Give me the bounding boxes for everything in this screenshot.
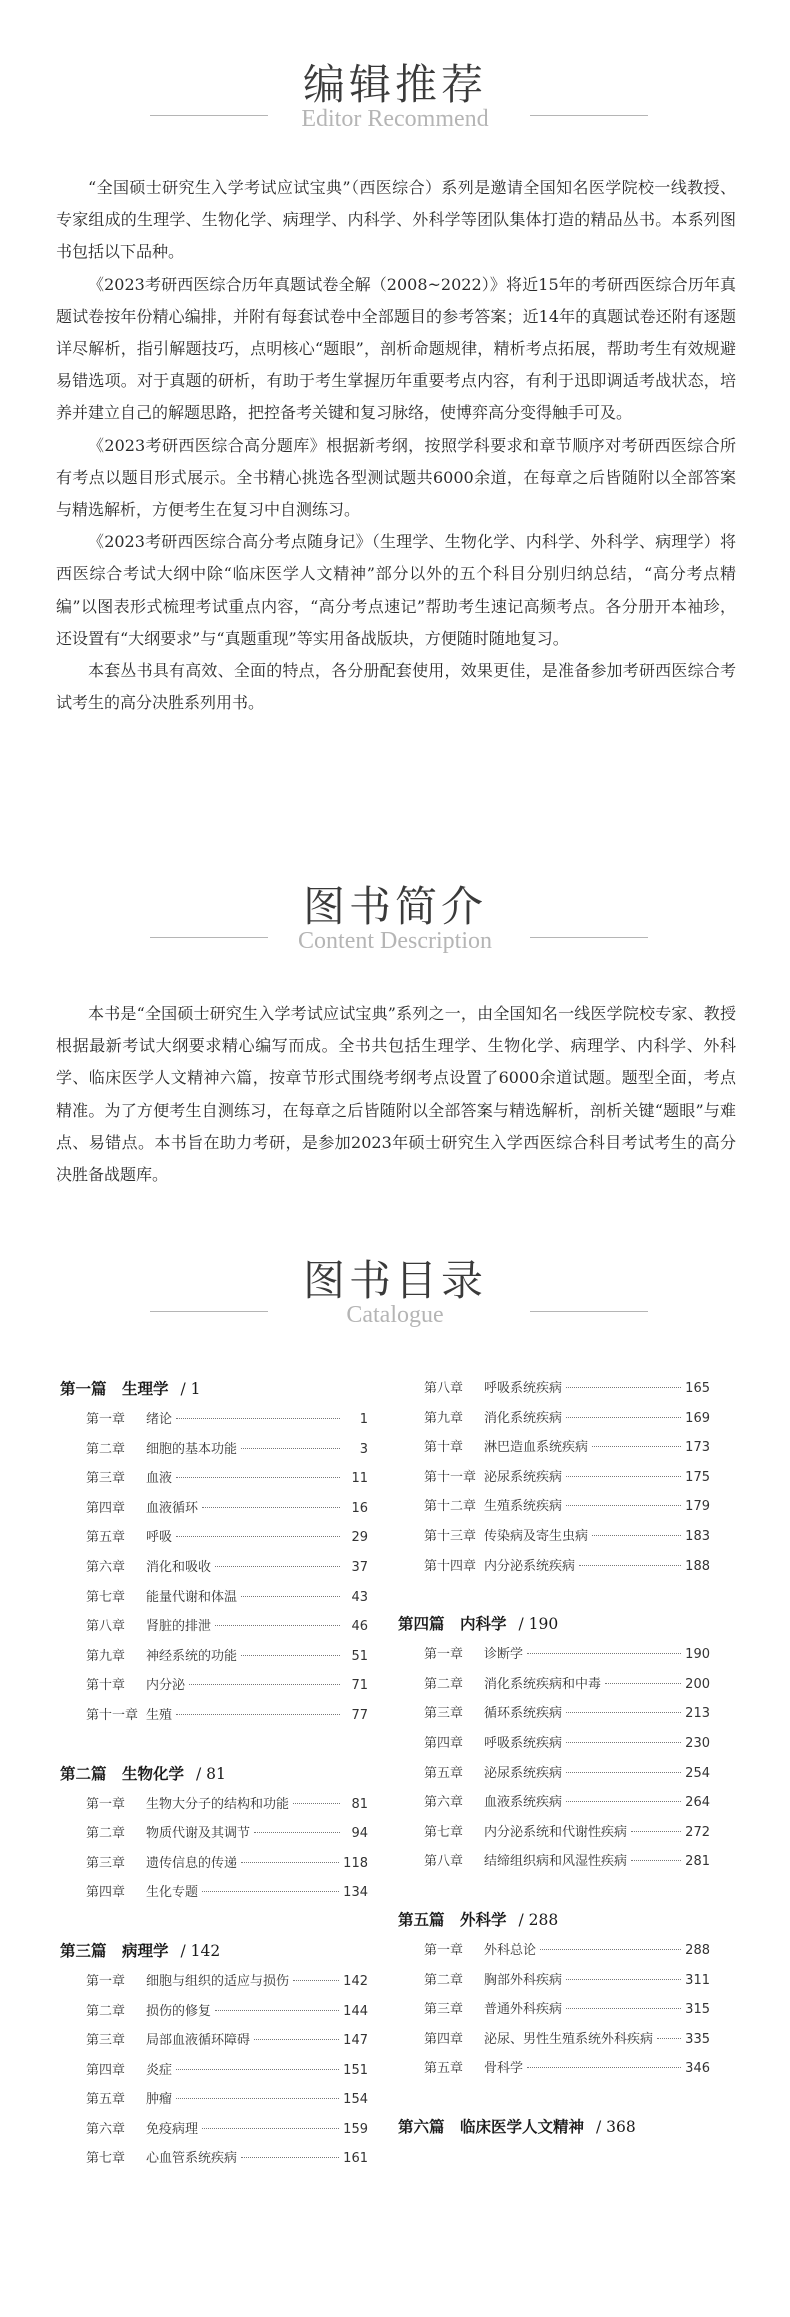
dot-leader: [241, 1862, 339, 1863]
toc-entry: [398, 2054, 710, 2084]
page-number: 200: [685, 1676, 710, 1692]
toc-entry: [60, 1997, 368, 2027]
dot-leader: [254, 2039, 339, 2040]
dot-leader: [527, 2067, 681, 2068]
chapter-number: 第八章: [86, 1619, 126, 1635]
page-number: 46: [351, 1619, 368, 1635]
page-number: 288: [685, 1942, 710, 1958]
chapter-number: 第一章: [86, 1796, 126, 1812]
toc-entry: [398, 1788, 710, 1818]
divider-left: [150, 937, 268, 938]
page-number: 71: [351, 1678, 368, 1694]
chapter-title: 血液循环: [146, 1500, 199, 1516]
page-number: 134: [343, 1885, 368, 1901]
dot-leader: [293, 1980, 339, 1981]
chapter-number: 第七章: [86, 1589, 126, 1605]
chapter-title: 局部血液循环障碍: [146, 2033, 251, 2049]
divider-right: [530, 1311, 648, 1312]
dot-leader: [189, 1684, 340, 1685]
part-page: / 1: [180, 1380, 201, 1398]
chapter-title: 炎症: [146, 2062, 173, 2078]
dot-leader: [254, 1832, 340, 1833]
chapter-number: 第一章: [86, 1973, 126, 1989]
part-title: 第四篇 内科学: [398, 1614, 507, 1634]
toc-part-heading: [398, 1905, 710, 1934]
chapter-title: 泌尿系统疾病: [484, 1469, 563, 1485]
toc-entry: [398, 1670, 710, 1700]
page-number: 264: [685, 1795, 710, 1811]
chapter-number: 第一章: [424, 1942, 464, 1958]
chapter-title: 普通外科疾病: [484, 2002, 563, 2018]
dot-leader: [176, 1477, 340, 1478]
chapter-number: 第五章: [424, 2061, 464, 2077]
dot-leader: [592, 1446, 681, 1447]
dot-leader: [566, 1387, 681, 1388]
dot-leader: [215, 2010, 339, 2011]
toc-entry: [398, 1463, 710, 1493]
toc-left-column: [60, 1374, 368, 2174]
dot-leader: [579, 1565, 681, 1566]
page-number: 346: [685, 2061, 710, 2077]
editor-header: [0, 60, 790, 132]
content-subtitle: Content Description: [298, 928, 492, 954]
page-number: 118: [343, 1855, 368, 1871]
part-title: 第二篇 生物化学: [60, 1763, 185, 1783]
dot-leader: [527, 1653, 681, 1654]
dot-leader: [176, 2069, 339, 2070]
dot-leader: [176, 1714, 340, 1715]
content-header: [0, 882, 790, 954]
chapter-number: 第十章: [424, 1440, 464, 1456]
chapter-title: 泌尿系统疾病: [484, 1765, 563, 1781]
chapter-title: 细胞的基本功能: [146, 1441, 238, 1457]
chapter-title: 消化系统疾病和中毒: [484, 1676, 602, 1692]
divider-right: [530, 937, 648, 938]
chapter-title: 物质代谢及其调节: [146, 1826, 251, 1842]
page-number: 43: [351, 1589, 368, 1605]
part-page: / 288: [518, 1910, 559, 1929]
chapter-title: 损伤的修复: [146, 2003, 212, 2019]
chapter-number: 第八章: [424, 1381, 464, 1396]
page-number: 144: [343, 2003, 368, 2019]
page-number: 311: [685, 1972, 710, 1988]
toc-entry: [60, 1701, 368, 1731]
chapter-title: 泌尿、男性生殖系统外科疾病: [484, 2031, 654, 2047]
dot-leader: [241, 2157, 339, 2158]
dot-leader: [215, 1566, 340, 1567]
chapter-number: 第九章: [424, 1410, 464, 1426]
page-number: 183: [685, 1528, 710, 1544]
toc-entry: [60, 1819, 368, 1849]
page-number: 3: [359, 1441, 368, 1457]
part-page: / 368: [596, 2117, 636, 2136]
chapter-title: 免疫病理: [146, 2121, 199, 2137]
part-title: 第一篇 生理学: [60, 1379, 169, 1398]
toc-part-heading: [60, 1759, 368, 1788]
part-page: / 81: [196, 1764, 226, 1783]
page-number: 173: [685, 1440, 710, 1456]
editor-subtitle: Editor Recommend: [301, 106, 489, 132]
toc-entry: [398, 1404, 710, 1434]
page-number: 11: [351, 1471, 368, 1487]
chapter-number: 第二章: [424, 1676, 464, 1692]
toc-entry: [398, 1699, 710, 1729]
chapter-number: 第十三章: [424, 1528, 477, 1544]
dot-leader: [566, 1476, 681, 1477]
chapter-number: 第一章: [86, 1412, 126, 1427]
dot-leader: [605, 1683, 681, 1684]
divider-right: [530, 115, 648, 116]
part-title: 第五篇 外科学: [398, 1909, 507, 1929]
chapter-title: 生殖: [146, 1707, 173, 1723]
chapter-number: 第五章: [86, 1530, 126, 1546]
dot-leader: [241, 1655, 340, 1656]
toc-part-heading: [60, 1936, 368, 1965]
chapter-number: 第六章: [424, 1795, 464, 1811]
page-number: 230: [685, 1735, 710, 1751]
toc-entry: [398, 1966, 710, 1996]
chapter-title: 细胞与组织的适应与损伤: [146, 1973, 290, 1989]
chapter-title: 生物大分子的结构和功能: [146, 1796, 290, 1812]
toc-part-heading: [60, 1374, 368, 1403]
chapter-number: 第十一章: [86, 1707, 139, 1723]
toc-right-column: [398, 1374, 710, 2143]
chapter-number: 第六章: [86, 1559, 126, 1575]
chapter-number: 第五章: [86, 2092, 126, 2108]
toc-entry: [60, 1494, 368, 1524]
dot-leader: [631, 1860, 681, 1861]
chapter-number: 第十章: [86, 1678, 126, 1694]
chapter-number: 第七章: [424, 1824, 464, 1840]
toc-part-heading: [398, 1609, 710, 1638]
toc-entry: [398, 1818, 710, 1848]
chapter-title: 内分泌: [146, 1678, 186, 1694]
toc-entry: [398, 1492, 710, 1522]
page-number: 188: [685, 1558, 710, 1574]
page-number: 165: [685, 1381, 710, 1396]
toc-entry: [398, 1374, 710, 1404]
toc-entry: [60, 2115, 368, 2145]
chapter-number: 第七章: [86, 2151, 126, 2167]
dot-leader: [176, 1536, 340, 1537]
page-number: 161: [343, 2151, 368, 2167]
page-number: 159: [343, 2121, 368, 2137]
chapter-title: 胸部外科疾病: [484, 1972, 563, 1988]
chapter-title: 内分泌系统和代谢性疾病: [484, 1824, 628, 1840]
toc-entry: [60, 1553, 368, 1583]
toc-entry: [398, 1729, 710, 1759]
chapter-title: 循环系统疾病: [484, 1706, 563, 1722]
chapter-number: 第四章: [424, 2031, 464, 2047]
chapter-number: 第十一章: [424, 1469, 477, 1485]
chapter-number: 第八章: [424, 1854, 464, 1870]
toc-entry: [398, 1433, 710, 1463]
dot-leader: [657, 2038, 681, 2039]
toc-entry: [60, 1790, 368, 1820]
dot-leader: [566, 1417, 681, 1418]
toc-entry: [398, 1522, 710, 1552]
chapter-number: 第一章: [424, 1647, 464, 1663]
toc-entry: [398, 1847, 710, 1877]
chapter-number: 第三章: [86, 1855, 126, 1871]
chapter-number: 第四章: [86, 1500, 126, 1516]
page-number: 37: [351, 1559, 368, 1575]
dot-leader: [592, 1535, 681, 1536]
page-number: 151: [343, 2062, 368, 2078]
chapter-title: 生化专题: [146, 1885, 199, 1901]
chapter-title: 骨科学: [484, 2061, 524, 2077]
page-number: 142: [343, 1973, 368, 1989]
paragraph: 《2023考研西医综合高分题库》根据新考纲，按照学科要求和章节顺序对考研西医综合所有考点以题目形式展示。全书精心挑选各型测试题共6000余道，在每章之后皆随附以全部答案与精选解析，方便考生在复习中自测练习。: [56, 435, 736, 520]
page-number: 272: [685, 1824, 710, 1840]
toc-entry: [398, 1759, 710, 1789]
chapter-number: 第九章: [86, 1648, 126, 1664]
page-number: 175: [685, 1469, 710, 1485]
dot-leader: [566, 2008, 681, 2009]
toc-part-heading: [398, 2112, 710, 2141]
chapter-number: 第十二章: [424, 1499, 477, 1515]
chapter-title: 外科总论: [484, 1942, 537, 1958]
toc-entry: [60, 1523, 368, 1553]
catalogue-subtitle: Catalogue: [346, 1302, 444, 1328]
dot-leader: [566, 1801, 681, 1802]
page-number: 179: [685, 1499, 710, 1515]
divider-left: [150, 115, 268, 116]
chapter-title: 肾脏的排泄: [146, 1619, 212, 1635]
page-number: 254: [685, 1765, 710, 1781]
paragraph: 《2023考研西医综合历年真题试卷全解（2008~2022）》将近15年的考研西医综合历年真题试卷按年份精心编排，并附有每套试卷中全部题目的参考答案；近14年的真题试卷还附有逐题详尽解析，指引解题技巧，点明核心“题眼”，剖析命题规律，精析考点拓展，帮助考生有效规避易错选项。对于真题的研析，有助于考生掌握历年重要考点内容，有利于迅即调适考战状态，培养并建立自己的解题思路，把控备考关键和复习脉络，使博弈高分变得触手可及。: [56, 274, 736, 423]
page-number: 335: [685, 2031, 710, 2047]
toc-entry: [60, 1967, 368, 1997]
chapter-number: 第三章: [424, 1706, 464, 1722]
chapter-number: 第十四章: [424, 1558, 477, 1574]
dot-leader: [540, 1949, 681, 1950]
divider-left: [150, 1311, 268, 1312]
toc-entry: [60, 1671, 368, 1701]
chapter-title: 内分泌系统疾病: [484, 1558, 576, 1574]
chapter-number: 第四章: [424, 1735, 464, 1751]
chapter-number: 第四章: [86, 1885, 126, 1901]
toc-entry: [60, 2144, 368, 2174]
paragraph: 本套丛书具有高效、全面的特点，各分册配套使用，效果更佳，是准备参加考研西医综合考试考生的高分决胜系列用书。: [56, 661, 736, 713]
chapter-number: 第二章: [86, 1441, 126, 1457]
page-number: 51: [351, 1648, 368, 1664]
toc-entry: [60, 1642, 368, 1672]
paragraph: “全国硕士研究生入学考试应试宝典”（西医综合）系列是邀请全国知名医学院校一线教授、专家组成的生理学、生物化学、病理学、内科学、外科学等团队集体打造的精品丛书。本系列图书包括以下品种。: [56, 178, 736, 262]
toc-entry: [60, 1405, 368, 1435]
chapter-title: 血液: [146, 1471, 173, 1487]
page-number: 81: [351, 1796, 368, 1812]
editor-text: [56, 172, 736, 719]
dot-leader: [215, 1625, 340, 1626]
chapter-title: 消化系统疾病: [484, 1410, 563, 1426]
dot-leader: [241, 1448, 340, 1449]
dot-leader: [202, 1507, 340, 1508]
editor-title: 编辑推荐: [302, 60, 487, 109]
toc-entry: [398, 1995, 710, 2025]
dot-leader: [566, 1772, 681, 1773]
chapter-number: 第五章: [424, 1765, 464, 1781]
chapter-number: 第三章: [86, 1471, 126, 1487]
toc-entry: [398, 1936, 710, 1966]
page-number: 94: [351, 1826, 368, 1842]
toc-entry: [60, 1849, 368, 1879]
page-number: 281: [685, 1854, 710, 1870]
chapter-number: 第六章: [86, 2121, 126, 2137]
dot-leader: [241, 1596, 340, 1597]
page-number: 190: [685, 1647, 710, 1663]
chapter-number: 第二章: [86, 2003, 126, 2019]
part-title: 第三篇 病理学: [60, 1940, 169, 1960]
dot-leader: [566, 1742, 681, 1743]
chapter-title: 结缔组织病和风湿性疾病: [484, 1854, 628, 1870]
page-number: 147: [343, 2033, 368, 2049]
chapter-title: 心血管系统疾病: [146, 2151, 238, 2167]
chapter-title: 神经系统的功能: [146, 1648, 238, 1664]
page-number: 29: [351, 1530, 368, 1546]
chapter-title: 传染病及寄生虫病: [484, 1528, 589, 1544]
toc-entry: [60, 1435, 368, 1465]
chapter-title: 肿瘤: [146, 2092, 173, 2108]
chapter-number: 第二章: [424, 1972, 464, 1988]
chapter-number: 第二章: [86, 1826, 126, 1842]
paragraph: 本书是“全国硕士研究生入学考试应试宝典”系列之一，由全国知名一线医学院校专家、教授根据最新考试大纲要求精心编写而成。全书共包括生理学、生物化学、病理学、内科学、外科学、临床医学人文精神六篇，按章节形式围绕考纲考点设置了6000余道试题。题型全面，考点精准。为了方便考生自测练习，在每章之后皆随附以全部答案与精选解析，剖析关键“题眼”与难点、易错点。本书旨在助力考研，是参加2023年硕士研究生入学西医综合科目考试考生的高分决胜备战题库。: [56, 1004, 736, 1185]
part-title: 第六篇 临床医学人文精神: [398, 2116, 585, 2136]
chapter-title: 血液系统疾病: [484, 1795, 563, 1811]
chapter-title: 呼吸系统疾病: [484, 1381, 563, 1396]
toc-entry: [60, 1583, 368, 1613]
dot-leader: [631, 1831, 681, 1832]
page-number: 77: [351, 1707, 368, 1723]
dot-leader: [176, 1418, 340, 1419]
catalogue-header: [0, 1256, 790, 1328]
toc-entry: [60, 2056, 368, 2086]
page-number: 1: [359, 1412, 368, 1427]
chapter-number: 第四章: [86, 2062, 126, 2078]
page-number: 315: [685, 2002, 710, 2018]
paragraph: 《2023考研西医综合高分考点随身记》（生理学、生物化学、内科学、外科学、病理学）将西医综合考试大纲中除“临床医学人文精神”部分以外的五个科目分别归纳总结，“高分考点精编”以图表形式梳理考试重点内容，“高分考点速记”帮助考生速记高频考点。各分册开本袖珍，还设置有“大纲要求”与“真题重现”等实用备战版块，方便随时随地复习。: [56, 532, 736, 648]
chapter-title: 呼吸: [146, 1530, 173, 1546]
chapter-title: 绪论: [146, 1412, 173, 1427]
dot-leader: [202, 2128, 339, 2129]
catalogue-title: 图书目录: [302, 1256, 487, 1305]
toc-entry: [398, 1640, 710, 1670]
chapter-title: 能量代谢和体温: [146, 1589, 238, 1605]
dot-leader: [202, 1891, 339, 1892]
dot-leader: [176, 2098, 339, 2099]
page-number: 169: [685, 1410, 710, 1426]
dot-leader: [293, 1803, 340, 1804]
toc-entry: [60, 1878, 368, 1908]
part-page: / 190: [518, 1615, 559, 1634]
chapter-title: 生殖系统疾病: [484, 1499, 563, 1515]
page-number: 213: [685, 1706, 710, 1722]
chapter-number: 第三章: [424, 2002, 464, 2018]
page-number: 154: [343, 2092, 368, 2108]
dot-leader: [566, 1712, 681, 1713]
toc-entry: [398, 1552, 710, 1582]
content-title: 图书简介: [302, 882, 487, 931]
toc-entry: [60, 2085, 368, 2115]
chapter-title: 呼吸系统疾病: [484, 1735, 563, 1751]
toc-entry: [60, 2026, 368, 2056]
content-text: [56, 998, 736, 1191]
chapter-title: 淋巴造血系统疾病: [484, 1440, 589, 1456]
chapter-title: 诊断学: [484, 1647, 524, 1663]
dot-leader: [566, 1979, 681, 1980]
page-number: 16: [351, 1500, 368, 1516]
part-page: / 142: [180, 1941, 221, 1960]
toc-entry: [60, 1612, 368, 1642]
dot-leader: [566, 1505, 681, 1506]
chapter-title: 遗传信息的传递: [146, 1855, 238, 1871]
toc-entry: [398, 2025, 710, 2055]
chapter-title: 消化和吸收: [146, 1559, 212, 1575]
toc-entry: [60, 1464, 368, 1494]
chapter-number: 第三章: [86, 2033, 126, 2049]
